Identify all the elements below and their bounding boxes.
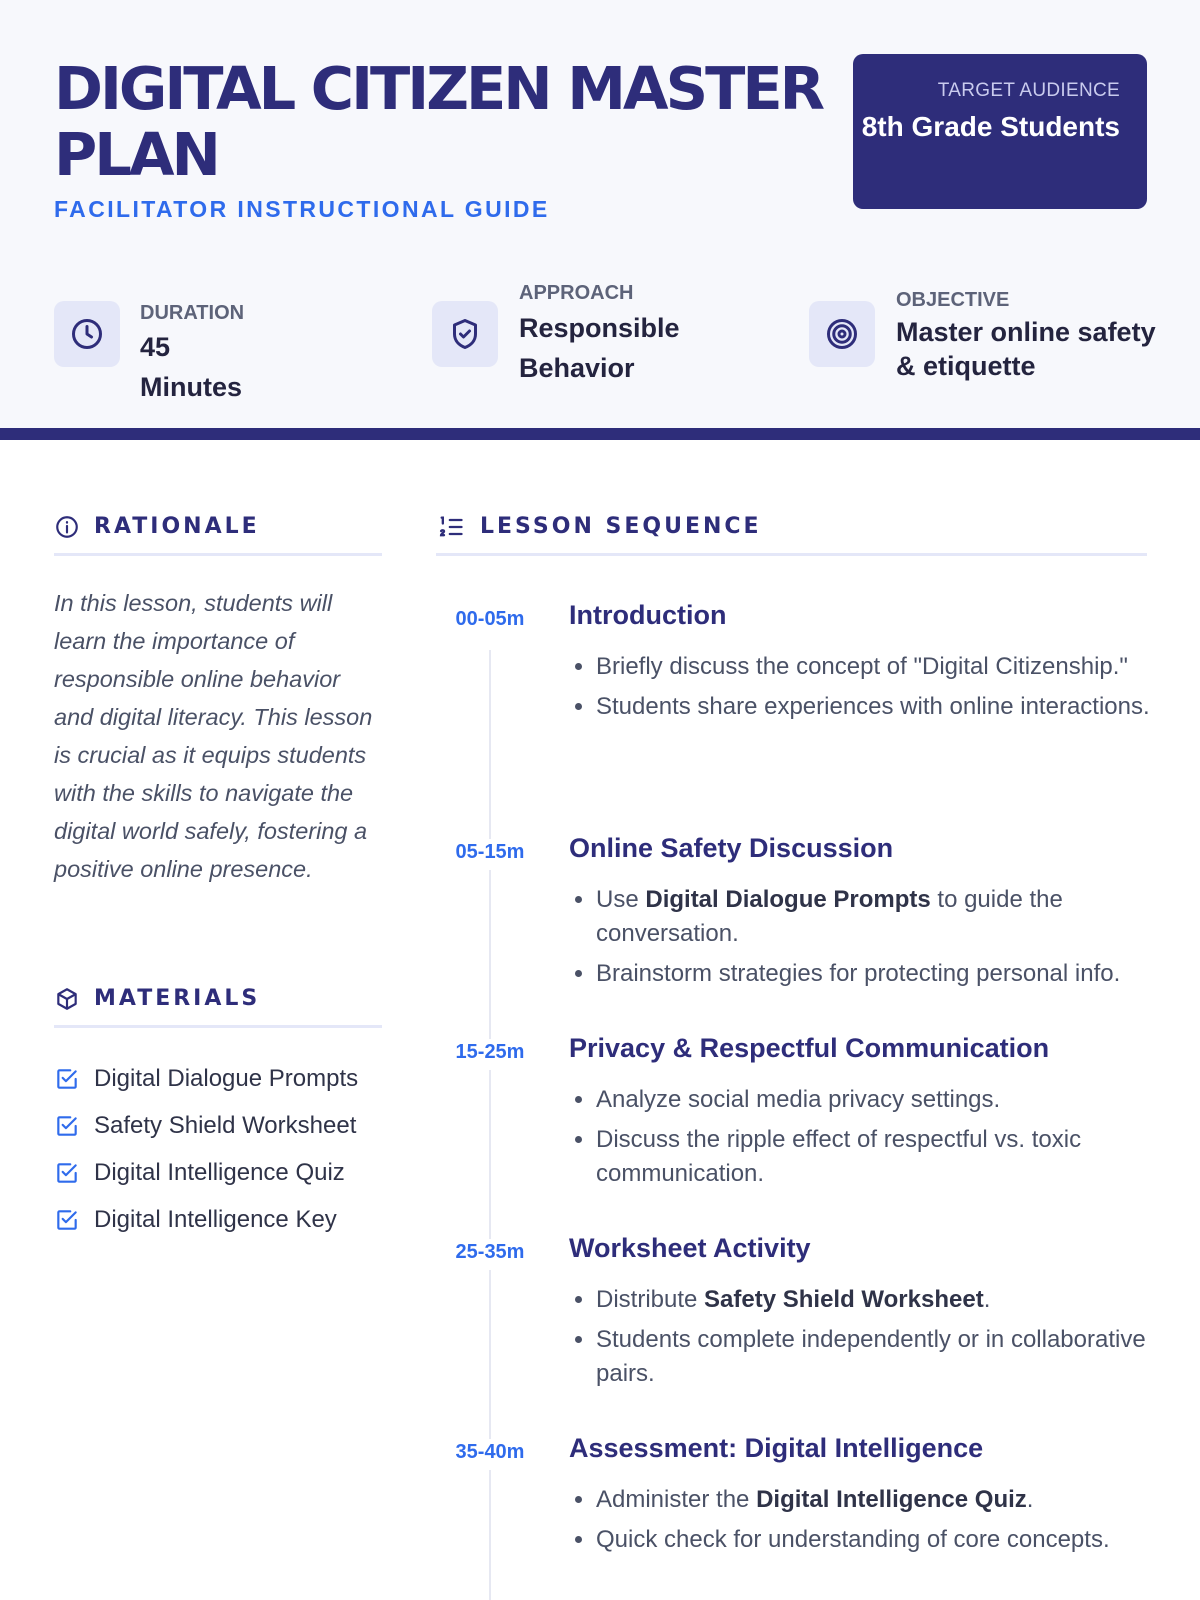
- step-time: 00-05m: [436, 606, 544, 637]
- list-item: • Administer the Digital Intelligence Quiz.: [596, 1483, 1166, 1517]
- list-item: • Distribute Safety Shield Worksheet.: [596, 1283, 1166, 1317]
- list-item: • Discuss the ripple effect of respectful vs. toxic communication.: [596, 1123, 1166, 1191]
- material-label: Safety Shield Worksheet: [94, 1111, 357, 1139]
- material-label: Digital Intelligence Key: [94, 1205, 337, 1233]
- materials-heading: [54, 972, 382, 1028]
- target-icon: [809, 301, 875, 367]
- step-title: Worksheet Activity: [569, 1233, 811, 1263]
- lesson-sequence-title: LESSON SEQUENCE: [480, 514, 762, 539]
- meta-approach-label: APPROACH: [519, 282, 634, 304]
- step-bullets: [596, 650, 1166, 730]
- list-item: [54, 1149, 358, 1196]
- list-item: • Briefly discuss the concept of "Digital Citizenship.": [596, 650, 1166, 684]
- clock-icon: [54, 301, 120, 367]
- step-bullets: [596, 1083, 1166, 1197]
- meta-approach-value: Responsible Behavior: [519, 313, 680, 383]
- step-bullets: [596, 883, 1166, 997]
- material-label: Digital Intelligence Quiz: [94, 1158, 345, 1186]
- list-item: [54, 1102, 358, 1149]
- step-bullets: [596, 1483, 1166, 1563]
- list-item: [54, 1055, 358, 1102]
- meta-objective-label: OBJECTIVE: [896, 289, 1010, 311]
- step-time: 05-15m: [436, 839, 544, 870]
- meta-duration-label: DURATION: [140, 302, 245, 324]
- list-item: • Students share experiences with online interactions.: [596, 690, 1166, 724]
- meta-objective-value: Master online safety & etiquette: [896, 317, 1156, 381]
- checkbox-checked-icon: [54, 1113, 80, 1139]
- step-title: Privacy & Respectful Communication: [569, 1033, 1050, 1063]
- material-label: Digital Dialogue Prompts: [94, 1064, 359, 1092]
- list-item: • Brainstorm strategies for protecting personal info.: [596, 957, 1166, 991]
- shield-check-icon: [432, 301, 498, 367]
- materials-title: MATERIALS: [94, 986, 261, 1011]
- rationale-text: In this lesson, students will learn the importance of responsible online behavior and digital literacy. This lesson is crucial as it equips students with the skills to navigate the digital world safely, fostering a positive online presence.: [54, 590, 373, 882]
- list-item: • Students complete independently or in collaborative pairs.: [596, 1323, 1166, 1391]
- target-audience-label: TARGET AUDIENCE: [937, 80, 1120, 101]
- checkbox-checked-icon: [54, 1160, 80, 1186]
- list-item: [54, 1196, 358, 1243]
- numbered-list-icon: [436, 513, 466, 541]
- step-time: 25-35m: [436, 1239, 544, 1270]
- rationale-heading: [54, 500, 382, 556]
- target-audience-card: [853, 54, 1147, 209]
- page-subtitle: FACILITATOR INSTRUCTIONAL GUIDE: [54, 196, 550, 222]
- target-audience-value: 8th Grade Students: [861, 111, 1120, 142]
- step-time: 35-40m: [436, 1439, 544, 1470]
- box-icon: [54, 986, 80, 1012]
- step-time: 15-25m: [436, 1039, 544, 1070]
- materials-list: [54, 1055, 358, 1243]
- list-item: • Use Digital Dialogue Prompts to guide the conversation.: [596, 883, 1166, 951]
- list-item: • Quick check for understanding of core concepts.: [596, 1523, 1166, 1557]
- step-bullets: [596, 1283, 1166, 1397]
- step-title: Introduction: [569, 600, 727, 630]
- lesson-sequence-heading: [436, 500, 1147, 556]
- list-item: • Analyze social media privacy settings.: [596, 1083, 1166, 1117]
- checkbox-checked-icon: [54, 1207, 80, 1233]
- checkbox-checked-icon: [54, 1066, 80, 1092]
- step-title: Assessment: Digital Intelligence: [569, 1433, 984, 1463]
- meta-duration-value: 45 Minutes: [140, 332, 243, 402]
- header: [0, 0, 1200, 440]
- info-icon: [54, 514, 80, 540]
- step-title: Online Safety Discussion: [569, 833, 894, 863]
- page-title: DIGITAL CITIZEN MASTER PLAN: [54, 54, 823, 189]
- rationale-title: RATIONALE: [94, 514, 260, 539]
